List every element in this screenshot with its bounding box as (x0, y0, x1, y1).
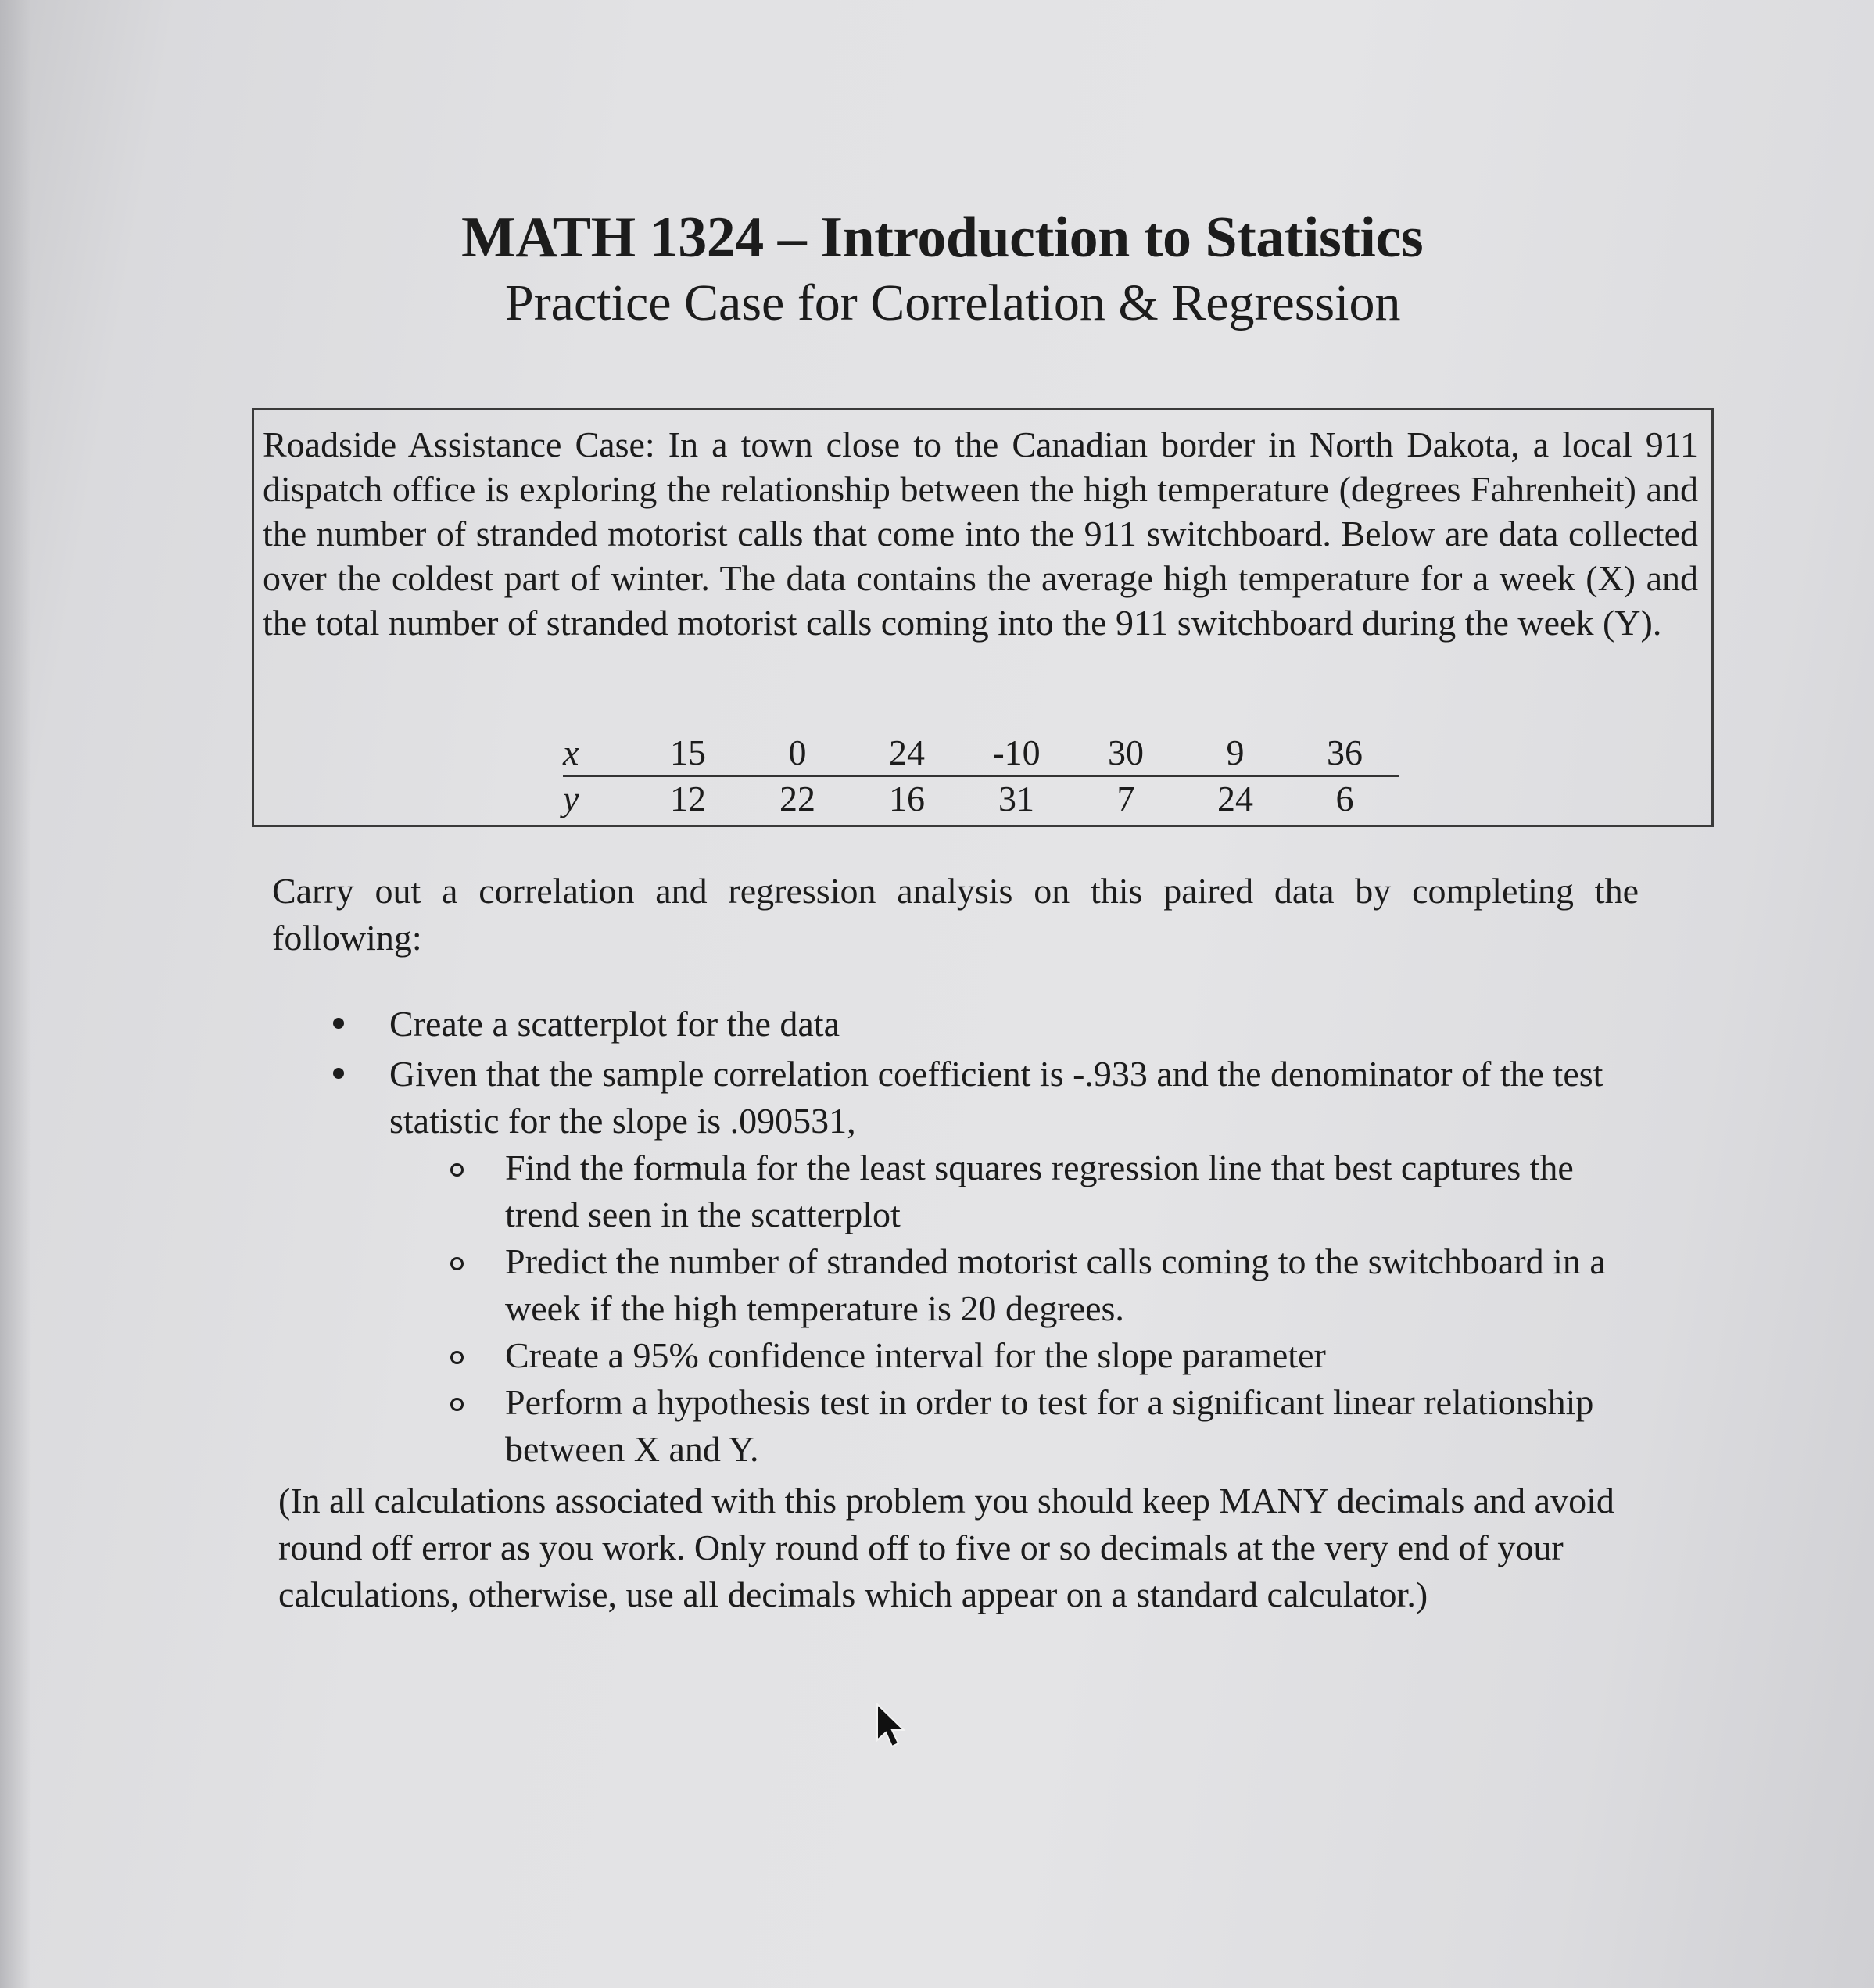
list-item (328, 1001, 1642, 1048)
sub-list-item-text: Create a 95% confidence interval for the slope parameter (505, 1335, 1326, 1375)
x-label: x (563, 733, 579, 772)
sub-task-list (389, 1144, 1642, 1473)
y-row (563, 777, 1399, 821)
circle-bullet-icon (450, 1257, 464, 1270)
data-table (563, 731, 1399, 821)
task-list (328, 1001, 1642, 1476)
list-item (328, 1051, 1642, 1473)
bullet-icon (333, 1068, 344, 1079)
x-value: 9 (1226, 733, 1245, 772)
circle-bullet-icon (450, 1163, 464, 1177)
sub-list-item-text: Perform a hypothesis test in order to test for a significant linear relationship between X and Y. (505, 1382, 1594, 1469)
instructions-intro: Carry out a correlation and regression analysis on this paired data by completing the following: (272, 871, 1639, 958)
sub-list-item-text: Find the formula for the least squares regression line that best captures the trend seen in the scatterplot (505, 1148, 1574, 1234)
rounding-note: (In all calculations associated with this problem you should keep MANY decimals and avoid round off error as you work. Only round off to five or so decimals at the very end of your calculations, otherwise, use all decimals which appear on a standard calculator.) (278, 1481, 1614, 1614)
page-subtitle: Practice Case for Correlation & Regression (505, 274, 1401, 331)
x-value: 24 (889, 733, 925, 772)
sub-list-item-text: Predict the number of stranded motorist calls coming to the switchboard in a week if the high temperature is 20 degrees. (505, 1241, 1606, 1328)
y-value: 6 (1335, 779, 1354, 818)
circle-bullet-icon (450, 1398, 464, 1411)
y-value: 24 (1217, 779, 1253, 818)
x-value: 30 (1108, 733, 1144, 772)
list-item-text: Given that the sample correlation coefficient is -.933 and the denominator of the test statistic for the slope is .090531, (389, 1054, 1603, 1141)
x-value: 36 (1327, 733, 1363, 772)
x-row (563, 731, 1399, 777)
x-value: -10 (992, 733, 1041, 772)
sub-list-item (444, 1332, 1642, 1379)
y-value: 16 (889, 779, 925, 818)
sub-list-item (444, 1238, 1642, 1332)
x-value: 0 (788, 733, 807, 772)
list-item-text: Create a scatterplot for the data (389, 1004, 840, 1044)
sub-list-item (444, 1144, 1642, 1238)
x-value: 15 (670, 733, 706, 772)
mouse-cursor-icon (874, 1703, 910, 1750)
y-label: y (563, 779, 579, 818)
y-value: 12 (670, 779, 706, 818)
case-description: Roadside Assistance Case: In a town close to the Canadian border in North Dakota, a local 911 dispatch office is exploring the relationship between the high temperature (degrees Fahrenheit) and the number of stranded motorist calls that come into the 911 switchboard. Below are data collected over the coldest part of winter. The data contains the average high temperature for a week (X) and the total number of stranded motorist calls coming into the 911 switchboard during the week (Y). (263, 424, 1698, 643)
y-value: 31 (998, 779, 1034, 818)
bullet-icon (333, 1018, 344, 1029)
page-title: MATH 1324 – Introduction to Statistics (461, 206, 1424, 270)
y-value: 22 (779, 779, 815, 818)
sub-list-item (444, 1379, 1642, 1473)
y-value: 7 (1116, 779, 1135, 818)
circle-bullet-icon (450, 1351, 464, 1364)
